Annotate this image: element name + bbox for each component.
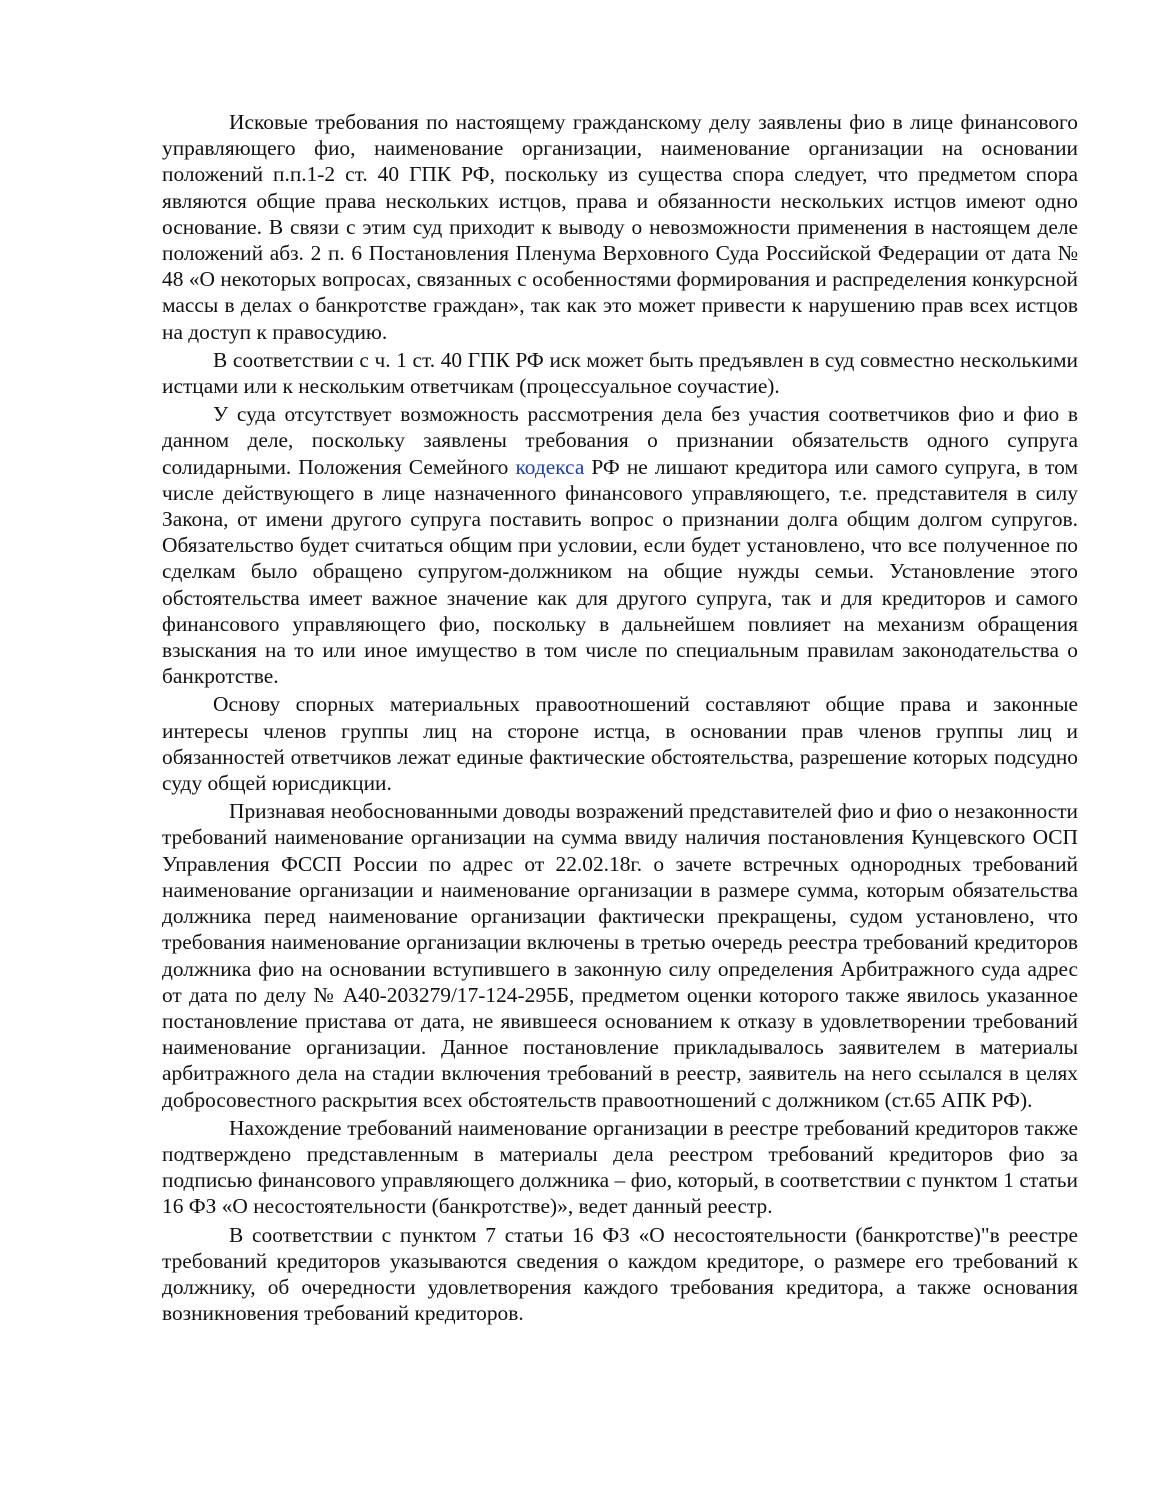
paragraph-5: Признавая необоснованными доводы возражений представителей фио и фио о незаконности требований наименование организации на сумма ввиду наличия постановления Кунцевского ОСП Управления ФССП России по адрес от 22.02.18г. о зачете встречных однородных требований наименование организации и наименование организации в размере сумма, которым обязательства должника перед наименование организации фактически прекращены, судом установлено, что требования наименование организации включены в третью очередь реестра требований кредиторов должника фио на основании вступившего в законную силу определения Арбитражного суда адрес от дата по делу № А40-203279/17-124-295Б, предметом оценки которого также явилось указанное постановление пристава от дата, не явившееся основанием к отказу в удовлетворении требований наименование организации. Данное постановление прикладывалось заявителем в материалы арбитражного дела на стадии включения требований в реестр, заявитель на него ссылался в целях добросовестного раскрытия всех обстоятельств правоотношений с должником (ст.65 АПК РФ). <box>162 799 1078 1112</box>
codex-link[interactable]: кодекса <box>515 454 585 479</box>
paragraph-6: Нахождение требований наименование организации в реестре требований кредиторов также подтверждено представленным в материалы дела реестром требований кредиторов фио за подписью финансового управляющего должника – фио, который, в соответствии с пунктом 1 статьи 16 ФЗ «О несостоятельности (банкротстве)», ведет данный реестр. <box>162 1115 1078 1219</box>
paragraph-7: В соответствии с пунктом 7 статьи 16 ФЗ «О несостоятельности (банкротстве)"в реестре требований кредиторов указываются сведения о каждом кредиторе, о размере его требований к должнику, об очередности удовлетворения каждого требования кредитора, а также основания возникновения требований кредиторов. <box>162 1222 1078 1326</box>
paragraph-1: Исковые требования по настоящему гражданскому делу заявлены фио в лице финансового управляющего фио, наименование организации, наименование организации на основании положений п.п.1-2 ст. 40 ГПК РФ, поскольку из существа спора следует, что предметом спора являются общие права нескольких истцов, права и обязанности нескольких истцов имеют одно основание. В связи с этим суд приходит к выводу о невозможности применения в настоящем деле положений абз. 2 п. 6 Постановления Пленума Верховного Суда Российской Федерации от дата № 48 «О некоторых вопросах, связанных с особенностями формирования и распределения конкурсной массы в делах о банкротстве граждан», так как это может привести к нарушению прав всех истцов на доступ к правосудию. <box>162 110 1078 344</box>
paragraph-3 <box>162 401 1078 689</box>
paragraph-3-text-after: РФ не лишают кредитора или самого супруга, в том числе действующего в лице назначенного финансового управляющего, т.е. представителя в силу Закона, от имени другого супруга поставить вопрос о признании долга общим долгом супругов. Обязательство будет считаться общим при условии, если будет установлено, что все полученное по сделкам было обращено супругом-должником на общие нужды семьи. Установление этого обстоятельства имеет важное значение как для другого супруга, так и для кредиторов и самого финансового управляющего фио, поскольку в дальнейшем повлияет на механизм обращения взыскания на то или иное имущество в том числе по специальным правилам законодательства о банкротстве. <box>162 454 1078 689</box>
paragraph-2: В соответствии с ч. 1 ст. 40 ГПК РФ иск может быть предъявлен в суд совместно несколькими истцами или к нескольким ответчикам (процессуальное соучастие). <box>162 347 1078 399</box>
paragraph-3-text-before: У суда отсутствует возможность рассмотрения дела без участия соответчиков фио и фио в данном деле, поскольку заявлены требования о признании обязательств одного супруга солидарными. Положения Семейного <box>162 402 1078 479</box>
document-page <box>162 109 1078 1326</box>
paragraph-4: Основу спорных материальных правоотношений составляют общие права и законные интересы членов группы лиц на стороне истца, в основании прав членов группы лиц и обязанностей ответчиков лежат единые фактические обстоятельства, разрешение которых подсудно суду общей юрисдикции. <box>162 692 1078 796</box>
